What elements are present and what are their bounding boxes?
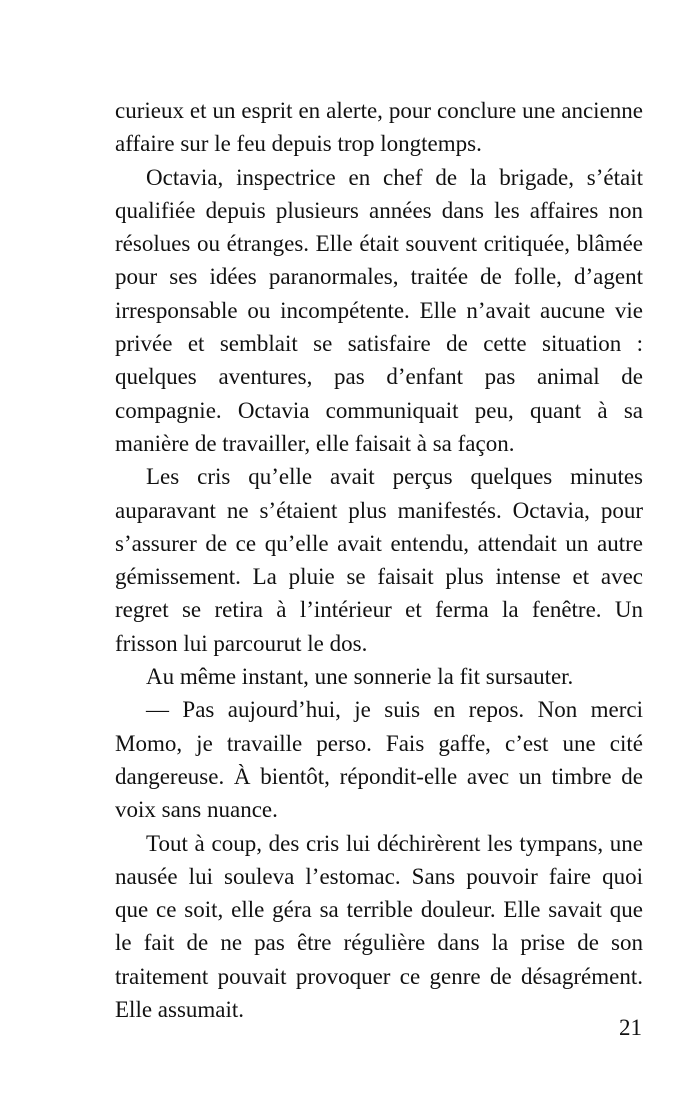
paragraph-6: Tout à coup, des cris lui déchirèrent les tympans, une nausée lui souleva l’estomac. Sans pouvoir faire quoi que ce soit, elle géra sa terrible douleur. Elle savait que le fait de ne pas être régulière dans la prise de son traitement pouvait provoquer ce genre de désagrément. Elle assumait.: [115, 830, 643, 1023]
paragraph-3: Les cris qu’elle avait perçus quelques minutes auparavant ne s’étaient plus manifestés. Octavia, pour s’assurer de ce qu’elle avait entendu, attendait un autre gémissement. La pluie se faisait plus intense et avec regret se retira à l’intérieur et ferma la fenêtre. Un frisson lui parcourut le dos.: [115, 464, 643, 656]
paragraph-5: — Pas aujourd’hui, je suis en repos. Non merci Momo, je travaille perso. Fais gaffe, c’est une cité dangereuse. À bientôt, répondit-elle avec un timbre de voix sans nuance.: [115, 697, 643, 823]
body-text: [115, 94, 643, 1026]
paragraph-4: Au même instant, une sonnerie la fit sursauter.: [146, 664, 574, 690]
paragraph-1: curieux et un esprit en alerte, pour conclure une ancienne affaire sur le feu depuis trop longtemps.: [115, 98, 643, 157]
page-number: 21: [619, 1015, 642, 1040]
paragraph-2: Octavia, inspectrice en chef de la brigade, s’était qualifiée depuis plusieurs années dans les affaires non résolues ou étranges. Elle était souvent critiquée, blâmée pour ses idées paranormales, traitée de folle, d’agent irresponsable ou incompétente. Elle n’avait aucune vie privée et semblait se satisfaire de cette situation : quelques aventures, pas d’enfant pas animal de compagnie. Octavia communiquait peu, quant à sa manière de travailler, elle faisait à sa façon.: [115, 164, 643, 456]
